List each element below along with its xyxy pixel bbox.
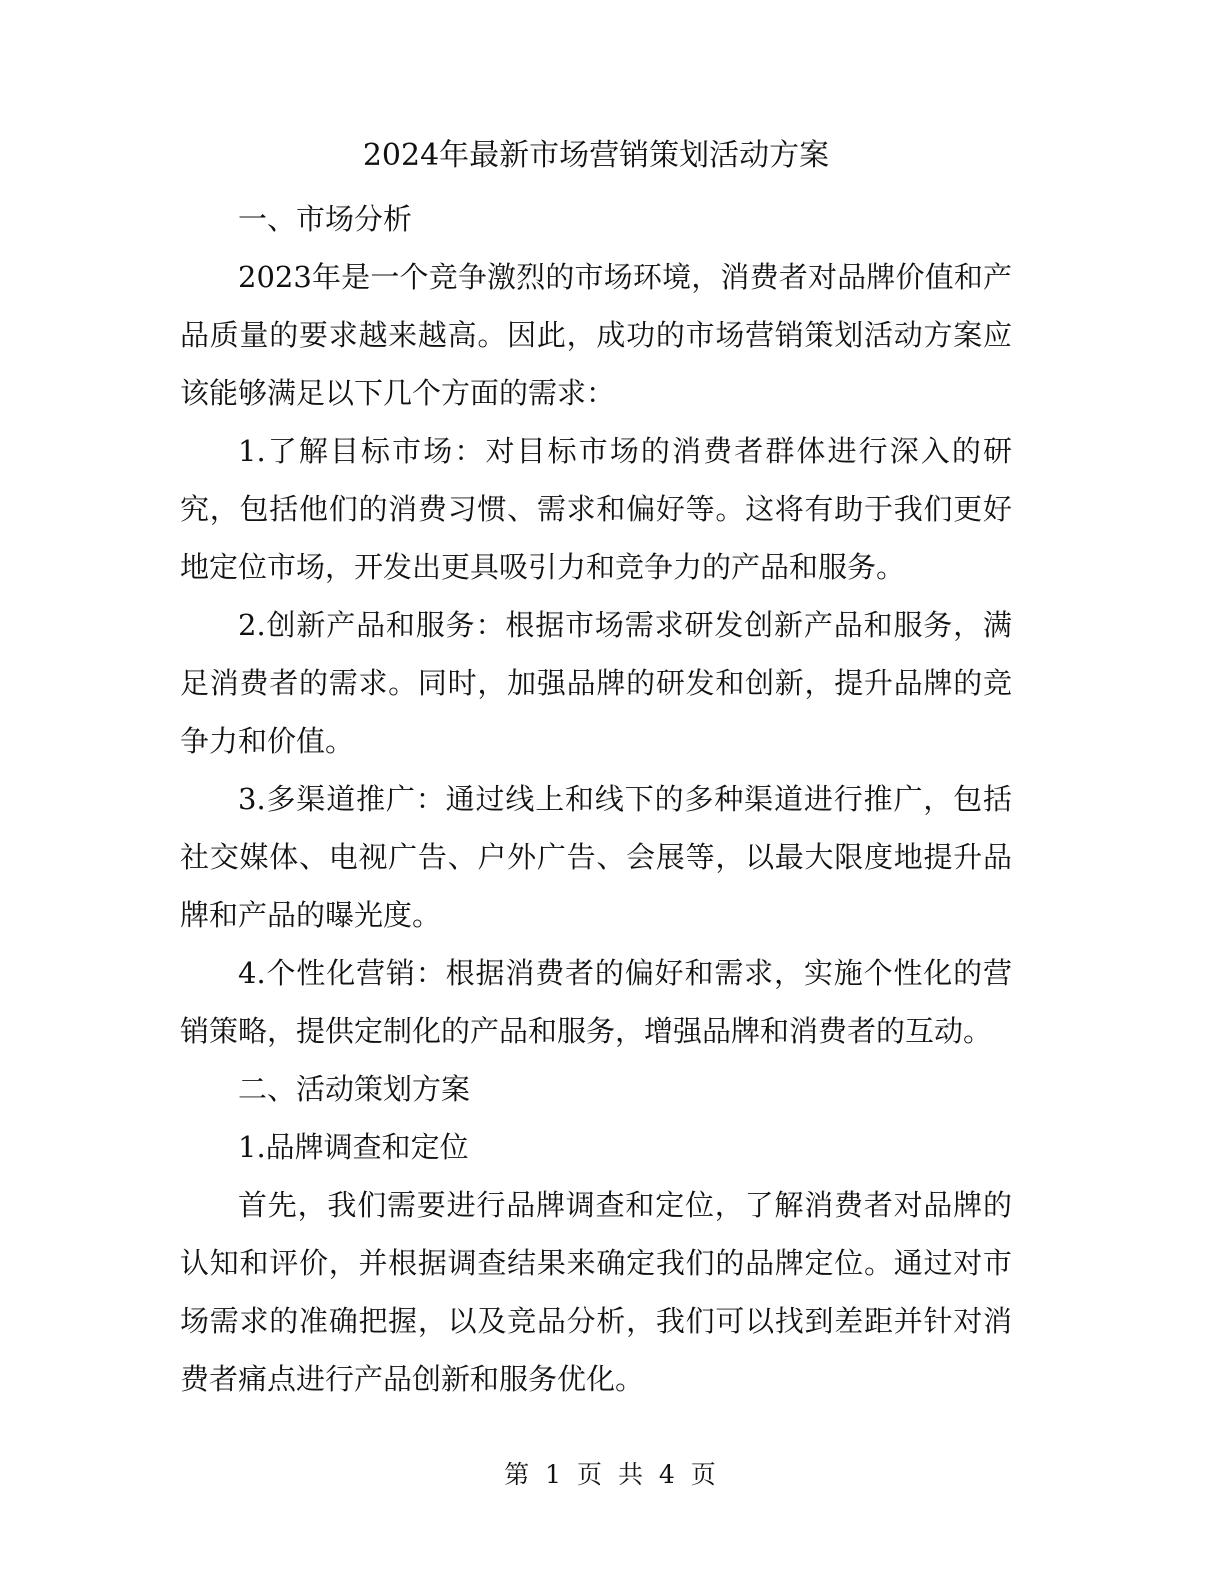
section-heading-market-analysis: 一、市场分析 [238,202,413,236]
section-heading-activity-plan: 二、活动策划方案 [238,1072,471,1106]
point-innovation: 2.创新产品和服务：根据市场需求研发创新产品和服务，满足消费者的需求。同时，加强品牌的研发和创新，提升品牌的竞争力和价值。 [180,608,1012,758]
point-personalized-marketing: 4.个性化营销：根据消费者的偏好和需求，实施个性化的营销策略，提供定制化的产品和服务，增强品牌和消费者的互动。 [180,956,1012,1048]
point-multichannel: 3.多渠道推广：通过线上和线下的多种渠道进行推广，包括社交媒体、电视广告、户外广告、会展等，以最大限度地提升品牌和产品的曝光度。 [180,782,1012,932]
page-number-footer: 第 1 页 共 4 页 [504,1460,720,1489]
document-body [180,132,1012,1408]
brand-research-paragraph: 首先，我们需要进行品牌调查和定位，了解消费者对品牌的认知和评价，并根据调查结果来确定我们的品牌定位。通过对市场需求的准确把握，以及竞品分析，我们可以找到差距并针对消费者痛点进行产品创新和服务优化。 [180,1188,1012,1396]
intro-paragraph: 2023年是一个竞争激烈的市场环境，消费者对品牌价值和产品质量的要求越来越高。因此，成功的市场营销策划活动方案应该能够满足以下几个方面的需求： [180,260,1012,410]
subsection-heading-brand-research: 1.品牌调查和定位 [238,1130,469,1164]
point-target-market: 1.了解目标市场：对目标市场的消费者群体进行深入的研究，包括他们的消费习惯、需求和偏好等。这将有助于我们更好地定位市场，开发出更具吸引力和竞争力的产品和服务。 [180,434,1012,584]
page-title: 2024年最新市场营销策划活动方案 [362,138,830,173]
